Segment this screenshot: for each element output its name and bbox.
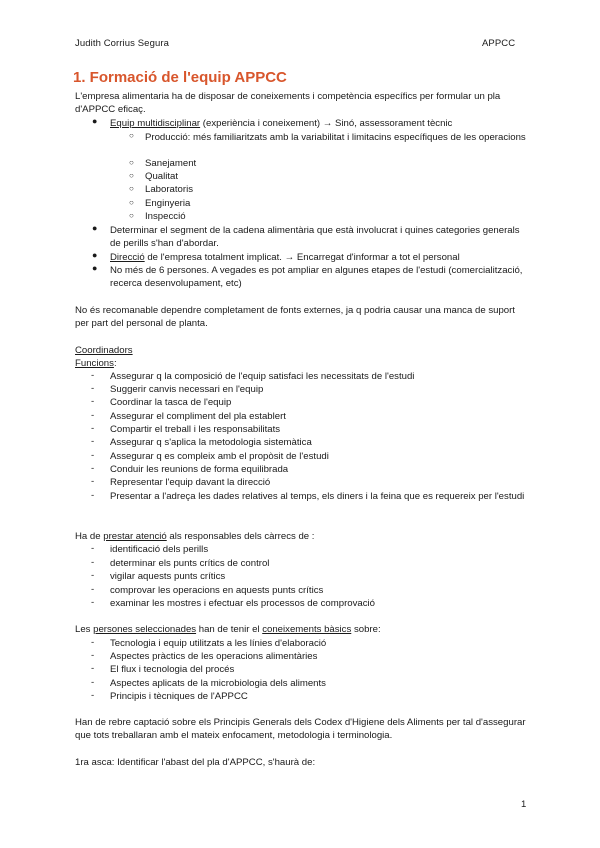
funcio-item: Assegurar q la composició de l'equip satisfaci les necessitats de l'estudi: [110, 371, 415, 382]
coneixement-item: El flux i tecnologia del procés: [110, 664, 235, 675]
bullet-dot: ●: [92, 263, 98, 273]
dash-bullet: -: [91, 383, 95, 394]
dash-bullet: -: [91, 450, 95, 461]
funcio-item: Assegurar q s'aplica la metodologia sistemàtica: [110, 437, 312, 448]
equip-rest: (experiència i coneixement) → Sinó, assessorament tècnic: [200, 118, 453, 129]
funcio-item: Assegurar el compliment del pla establert: [110, 411, 286, 422]
atencio-item: examinar les mostres i efectuar els processos de comprovació: [110, 598, 376, 609]
atencio-item: vigilar aquests punts crítics: [110, 571, 226, 582]
dash-bullet: -: [91, 436, 95, 447]
bullet-dot: ●: [92, 250, 98, 260]
circle-bullet: ○: [129, 184, 134, 193]
dash-bullet: -: [91, 690, 95, 701]
circle-bullet: ○: [129, 198, 134, 207]
sub-item-produccio: Producció: més familiaritzats amb la variabilitat i limitacins específiques de les operacions: [145, 132, 526, 143]
header-topic: APPCC: [482, 38, 516, 49]
coneixement-item: Principis i tècniques de l'APPCC: [110, 691, 248, 702]
dash-bullet: -: [91, 557, 95, 568]
equip-term: Equip multidisciplinar: [110, 118, 201, 129]
paragraph-1ra-tasca: 1ra asca: Identificar l'abast del pla d'APPCC, s'haurà de:: [75, 757, 316, 768]
bullet-direccio: [110, 251, 530, 264]
bullet-dot: ●: [92, 116, 98, 126]
bullet-segment: Determinar el segment de la cadena alimentària que està involucrat i quines categories generals de perills s'han d'abordar.: [110, 225, 520, 250]
funcio-item: Suggerir canvis necessari en l'equip: [110, 384, 264, 395]
dash-bullet: -: [91, 396, 95, 407]
funcions-term: Funcions: [75, 358, 114, 369]
funcio-item: Coordinar la tasca de l'equip: [110, 397, 232, 408]
coneixement-item: Tecnologia i equip utilitzats a les línies d'elaboració: [110, 638, 327, 649]
page-number: 1: [521, 799, 527, 810]
section-title: 1. Formació de l'equip APPCC: [73, 69, 287, 86]
coneixements-term: coneixements bàsics: [262, 624, 352, 635]
dash-bullet: -: [91, 677, 95, 688]
dash-bullet: -: [91, 570, 95, 581]
circle-bullet: ○: [129, 211, 134, 220]
dash-bullet: -: [91, 370, 95, 381]
funcions-label: Funcions:: [75, 358, 117, 369]
coneixement-item: Aspectes aplicats de la microbiologia dels aliments: [110, 678, 326, 689]
direccio-term: Direcció: [110, 252, 145, 263]
direccio-rest: de l'empresa totalment implicat. → Encarregat d'informar a tot el personal: [144, 252, 460, 263]
funcio-item: Assegurar q es compleix amb el propòsit de l'estudi: [110, 451, 329, 462]
atencio-item: comprovar les operacions en aquests punts crítics: [110, 585, 324, 596]
coordinadors-heading: Coordinadors: [75, 345, 133, 356]
circle-bullet: ○: [129, 131, 134, 140]
sub-item: Inspecció: [145, 211, 186, 222]
bullet-dot: ●: [92, 223, 98, 233]
bullet-equip: [110, 117, 530, 130]
funcio-item: Conduir les reunions de forma equilibrada: [110, 464, 289, 475]
funcio-item: Presentar a l'adreça les dades relatives al temps, els diners i la feina que es requereix per l'estudi: [110, 491, 525, 502]
atencio-term: prestar atenció: [103, 531, 167, 542]
paragraph-codex: Han de rebre captació sobre els Principis Generals dels Codex d'Higiene dels Aliments per tal d'assegurar que tots treballaran amb el mateix enfocament, metodologia i terminologia.: [75, 717, 526, 742]
funcio-item: Representar l'equip davant la direcció: [110, 477, 271, 488]
dash-bullet: -: [91, 597, 95, 608]
dash-bullet: -: [91, 650, 95, 661]
atencio-intro: Ha de prestar atenció als responsables dels càrrecs de :: [75, 531, 315, 542]
coneixement-item: Aspectes pràctics de les operacions alimentàries: [110, 651, 318, 662]
dash-bullet: -: [91, 663, 95, 674]
circle-bullet: ○: [129, 171, 134, 180]
funcio-item: Compartir el treball i les responsabilitats: [110, 424, 281, 435]
atencio-item: determinar els punts crítics de control: [110, 558, 270, 569]
intro-paragraph: L'empresa alimentaria ha de disposar de coneixements i competència específics per formular un pla d'APPCC eficaç.: [75, 91, 501, 116]
header-author: Judith Corrius Segura: [75, 38, 169, 49]
sub-item: Sanejament: [145, 158, 197, 169]
circle-bullet: ○: [129, 158, 134, 167]
seleccionades-intro: Les persones seleccionades han de tenir el coneixements bàsics sobre:: [75, 624, 381, 635]
sub-item: Enginyeria: [145, 198, 191, 209]
dash-bullet: -: [91, 637, 95, 648]
sub-item: Qualitat: [145, 171, 179, 182]
sub-item: Laboratoris: [145, 184, 193, 195]
persones-term: persones seleccionades: [93, 624, 197, 635]
bullet-persones: No més de 6 persones. A vegades es pot ampliar en algunes etapes de l'estudi (comercialització, recerca desenvolupament, etc): [110, 265, 523, 290]
dash-bullet: -: [91, 463, 95, 474]
dash-bullet: -: [91, 476, 95, 487]
dash-bullet: -: [91, 490, 95, 501]
dash-bullet: -: [91, 410, 95, 421]
atencio-item: identificació dels perills: [110, 544, 209, 555]
paragraph-fonts-externes: No és recomanable dependre completament de fonts externes, ja q podria causar una manca de suport per part del personal de planta.: [75, 305, 515, 330]
dash-bullet: -: [91, 543, 95, 554]
dash-bullet: -: [91, 584, 95, 595]
dash-bullet: -: [91, 423, 95, 434]
